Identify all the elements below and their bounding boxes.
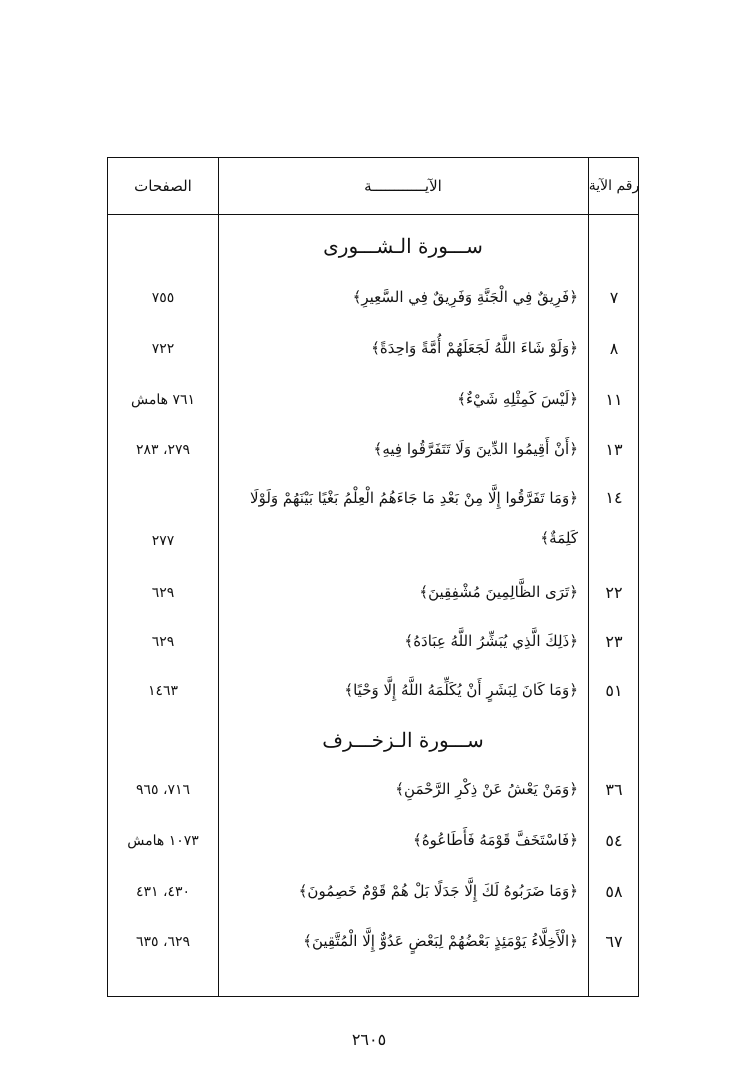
ayah-text: ﴿الْأَخِلَّاءُ يَوْمَئِذٍ بَعْضُهُمْ لِبَعْضٍ عَدُوٌّ إِلَّا الْمُتَّقِينَ﴾	[303, 932, 578, 950]
ayah-number: ٨	[609, 339, 619, 358]
surah-title-zukhruf: ســـورة الـزخـــرف	[322, 728, 484, 752]
ayah-text: ﴿وَلَوْ شَاءَ اللَّهُ لَجَعَلَهُمْ أُمَّةً وَاحِدَةً﴾	[371, 339, 578, 357]
column-divider-number	[588, 158, 589, 996]
header-pages: الصفحات	[134, 177, 192, 195]
page-refs: ٦٢٩، ٦٣٥	[135, 934, 191, 950]
header-ayah-number: رقم الآية	[588, 178, 640, 194]
ayah-number: ١١	[605, 390, 623, 409]
ayah-number: ٣٦	[605, 780, 623, 799]
ayah-number: ١٣	[605, 440, 623, 459]
ayah-text: ﴿وَمَا تَفَرَّقُوا إِلَّا مِنْ بَعْدِ مَا جَاءَهُمُ الْعِلْمُ بَغْيًا بَيْنَهُمْ وَلَوْلَا كَلِمَةٌ﴾	[250, 489, 578, 547]
page-refs: ٦٢٩	[151, 634, 175, 650]
ayah-number: ٢٣	[605, 632, 623, 651]
ayah-number: ٢٢	[605, 583, 623, 602]
ayah-text: ﴿تَرَى الظَّالِمِينَ مُشْفِقِينَ﴾	[419, 583, 578, 601]
page-refs: ٧٦١ هامش	[130, 392, 195, 408]
header-ayah: الآيــــــــــــة	[364, 177, 442, 195]
page-refs: ١٤٦٣	[147, 683, 179, 699]
column-divider-pages	[218, 158, 219, 996]
page-refs: ١٠٧٣ هامش	[127, 833, 199, 849]
ayah-number: ١٤	[605, 488, 623, 507]
ayah-text: ﴿فَرِيقٌ فِي الْجَنَّةِ وَفَرِيقٌ فِي السَّعِيرِ﴾	[352, 288, 578, 306]
ayah-text: ﴿وَمَا كَانَ لِبَشَرٍ أَنْ يُكَلِّمَهُ اللَّهُ إِلَّا وَحْيًا﴾	[344, 681, 578, 699]
ayah-text: ﴿ذَلِكَ الَّذِي يُبَشِّرُ اللَّهُ عِبَادَهُ﴾	[404, 632, 578, 650]
page-refs: ٧٢٢	[151, 341, 175, 357]
ayah-text: ﴿لَيْسَ كَمِثْلِهِ شَيْءٌ﴾	[457, 390, 578, 408]
ayah-text: ﴿وَمَنْ يَعْشُ عَنْ ذِكْرِ الرَّحْمَنِ﴾	[395, 780, 578, 798]
surah-title-shura: ســـورة الـشـــورى	[323, 234, 483, 258]
ayah-text: ﴿وَمَا ضَرَبُوهُ لَكَ إِلَّا جَدَلًا بَلْ هُمْ قَوْمٌ خَصِمُونَ﴾	[298, 882, 578, 900]
ayah-number: ٦٧	[605, 932, 623, 951]
page-refs: ٦٢٩	[151, 585, 175, 601]
ayah-number: ٧	[609, 288, 619, 307]
index-table	[107, 157, 639, 997]
ayah-number: ٥٤	[605, 831, 623, 850]
ayah-text: ﴿أَنْ أَقِيمُوا الدِّينَ وَلَا تَتَفَرَّقُوا فِيهِ﴾	[373, 440, 578, 458]
page-refs: ٢٧٩، ٢٨٣	[135, 442, 191, 458]
page-refs: ٢٧٧	[151, 533, 175, 549]
page-refs: ٧٥٥	[151, 290, 175, 306]
ayah-number: ٥٨	[605, 882, 623, 901]
ayah-number: ٥١	[605, 681, 623, 700]
page-refs: ٤٣٠، ٤٣١	[135, 884, 191, 900]
page-refs: ٧١٦، ٩٦٥	[135, 782, 191, 798]
page-number: ٢٦٠٥	[351, 1030, 387, 1049]
ayah-text: ﴿فَاسْتَخَفَّ قَوْمَهُ فَأَطَاعُوهُ﴾	[413, 831, 578, 849]
header-divider	[108, 214, 638, 215]
